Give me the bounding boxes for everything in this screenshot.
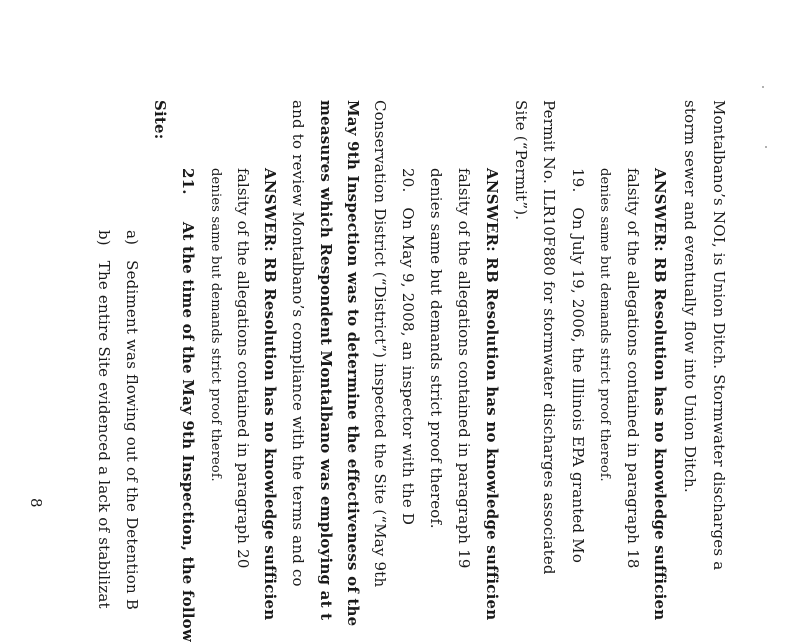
text-line: Permit No. ILR10F880 for stormwater discharges associated <box>540 100 558 575</box>
text-line: storm sewer and eventually flow into Union Ditch. <box>681 100 699 493</box>
text-line: Montalbano’s NOI, is Union Ditch. Stormwater discharges a <box>710 100 728 571</box>
numbered-paragraph-line: 21. At the time of the May 9th Inspection, the follow <box>179 168 197 642</box>
paragraph-number: 20. <box>399 168 417 193</box>
text-line: falsity of the allegations contained in paragraph 20 <box>234 168 252 569</box>
text-line: falsity of the allegations contained in paragraph 19 <box>455 168 473 569</box>
answer-paragraph-line: ANSWER: RB Resolution has no knowledge sufficien <box>651 168 669 621</box>
text-line: Site (“Permit”). <box>512 100 530 221</box>
page-number: 8 <box>27 498 45 508</box>
answer-paragraph-line: ANSWER: RB Resolution has no knowledge sufficien <box>483 168 501 621</box>
list-item: b) The entire Site evidenced a lack of stabilizat <box>95 230 113 609</box>
text-line: Site: <box>151 100 169 140</box>
list-item: a) Sediment was flowing out of the Detention B <box>123 230 141 611</box>
paragraph-number: 21. <box>179 168 197 195</box>
list-marker: a) <box>123 230 141 246</box>
answer-label: ANSWER: <box>483 168 501 252</box>
text-line: and to review Montalbano’s compliance with the terms and co <box>289 100 307 587</box>
paragraph-number: 19. <box>569 168 587 193</box>
answer-label: ANSWER: <box>261 168 279 252</box>
text-line: Conservation District (“District”) inspected the Site (“May 9th <box>371 100 389 588</box>
text-line: May 9th Inspection was to determine the effectiveness of the <box>344 100 362 627</box>
scan-speck <box>765 146 767 148</box>
answer-paragraph-line: ANSWER: RB Resolution has no knowledge sufficien <box>261 168 279 621</box>
numbered-paragraph-line: 19. On July 19, 2006, the Illinois EPA granted Mo <box>569 168 587 564</box>
answer-label: ANSWER: <box>651 168 669 252</box>
text-line: falsity of the allegations contained in paragraph 18 <box>624 168 642 569</box>
list-marker: b) <box>95 230 113 246</box>
text-line: denies same but demands strict proof thereof. <box>208 168 223 482</box>
numbered-paragraph-line: 20. On May 9, 2008, an inspector with the D <box>399 168 417 526</box>
text-line: denies same but demands strict proof thereof. <box>427 168 445 529</box>
scan-speck <box>762 86 764 88</box>
text-line: denies same but demands strict proof thereof. <box>597 168 612 482</box>
text-line: measures which Respondent Montalbano was employing at t <box>317 100 335 621</box>
